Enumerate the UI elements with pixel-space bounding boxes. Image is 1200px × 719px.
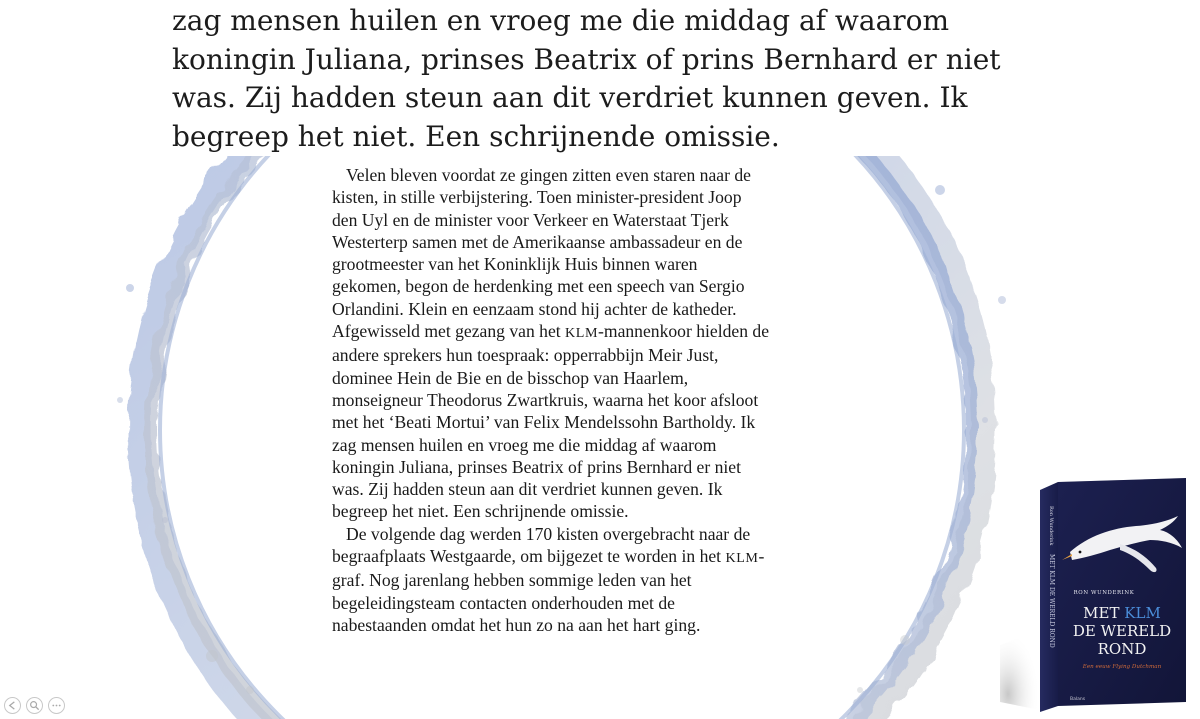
- text-fragment: begraafplaats Westgaarde, om bijgezet te worden in het: [332, 546, 726, 567]
- left-arrow-icon: [7, 700, 18, 711]
- text-line: was. Zij hadden steun aan dit verdriet kunnen geven. Ik: [332, 479, 723, 500]
- text-line: begreep het niet. Een schrijnende omissie.: [332, 501, 629, 522]
- book-title-line3: ROND: [1097, 640, 1147, 658]
- pull-quote-line: was. Zij hadden steun aan dit verdriet kunnen geven. Ik: [172, 81, 968, 114]
- pull-quote-line: begreep het niet. Een schrijnende omissie.: [172, 119, 780, 153]
- pull-quote-line: zag mensen huilen en vroeg me die middag af waarom: [172, 4, 950, 37]
- text-line: koningin Juliana, prinses Beatrix of prins Bernhard er niet: [332, 456, 741, 477]
- spine-title: MET KLM DE WERELD ROND: [1048, 554, 1055, 648]
- book-publisher: Balans: [1070, 697, 1086, 702]
- text-fragment: Afgewisseld met gezang van het: [332, 321, 566, 342]
- text-line: gekomen, begon de herdenking met een speech van Sergio: [332, 276, 745, 297]
- text-fragment: -: [758, 546, 765, 567]
- body-text: [332, 164, 792, 636]
- book-title-line1: [1083, 604, 1161, 622]
- text-line: nabestaanden omdat het hun zo na aan het hart ging.: [332, 614, 701, 635]
- klm-abbr: KLM: [725, 550, 759, 567]
- text-line: kisten, in stille verbijstering. Toen minister-president Joop: [332, 187, 742, 208]
- book-title-klm: KLM: [1124, 604, 1161, 622]
- text-line: Velen bleven voordat ze gingen zitten even staren naar de: [346, 165, 751, 185]
- text-line: [332, 545, 792, 569]
- magnifier-icon: [29, 700, 40, 711]
- book-title-line2: DE WERELD: [1072, 622, 1172, 640]
- text-line: [332, 320, 792, 344]
- book-cover: [1000, 470, 1200, 719]
- text-line: andere sprekers hun toespraak: opperrabbijn Meir Just,: [332, 345, 719, 366]
- book-author: RON WUNDERINK: [1073, 590, 1135, 596]
- text-line: zag mensen huilen en vroeg me die middag af waarom: [332, 434, 717, 455]
- text-line: graf. Nog jarenlang hebben sommige leden van het: [332, 570, 692, 591]
- text-fragment: -mannenkoor hielden de: [598, 321, 770, 342]
- text-line: monseigneur Theodorus Zwartkruis, waarna het koor afsloot: [332, 389, 759, 410]
- book-title-met: MET: [1083, 604, 1120, 622]
- more-button[interactable]: [48, 697, 65, 714]
- book-shadow: [1000, 630, 1040, 710]
- text-line: grootmeester van het Koninklijk Huis binnen waren: [332, 254, 698, 275]
- pull-quote-line: koningin Juliana, prinses Beatrix of prins Bernhard er niet: [172, 42, 1001, 76]
- spine-author: Ron Wunderink: [1048, 506, 1054, 546]
- klm-abbr: KLM: [565, 325, 599, 342]
- text-line: den Uyl en de minister voor Verkeer en Waterstaat Tjerk: [332, 209, 729, 230]
- book-subtitle: Een eeuw Flying Dutchman: [1082, 664, 1162, 670]
- slideshow-controls: [4, 697, 65, 715]
- text-line: Orlandini. Klein en eenzaam stond hij achter de katheder.: [332, 298, 737, 319]
- prev-button[interactable]: [4, 697, 21, 714]
- ellipsis-icon: [51, 700, 62, 711]
- text-line: dominee Hein de Bie en de bisschop van Haarlem,: [332, 367, 689, 388]
- text-line: met het ‘Beati Mortui’ van Felix Mendelssohn Bartholdy. Ik: [332, 412, 756, 433]
- text-line: Westerterp samen met de Amerikaanse ambassadeur en de: [332, 231, 743, 252]
- zoom-button[interactable]: [26, 697, 43, 714]
- text-line: De volgende dag werden 170 kisten overgebracht naar de: [346, 523, 751, 544]
- text-line: begeleidingsteam contacten onderhouden met de: [332, 592, 675, 613]
